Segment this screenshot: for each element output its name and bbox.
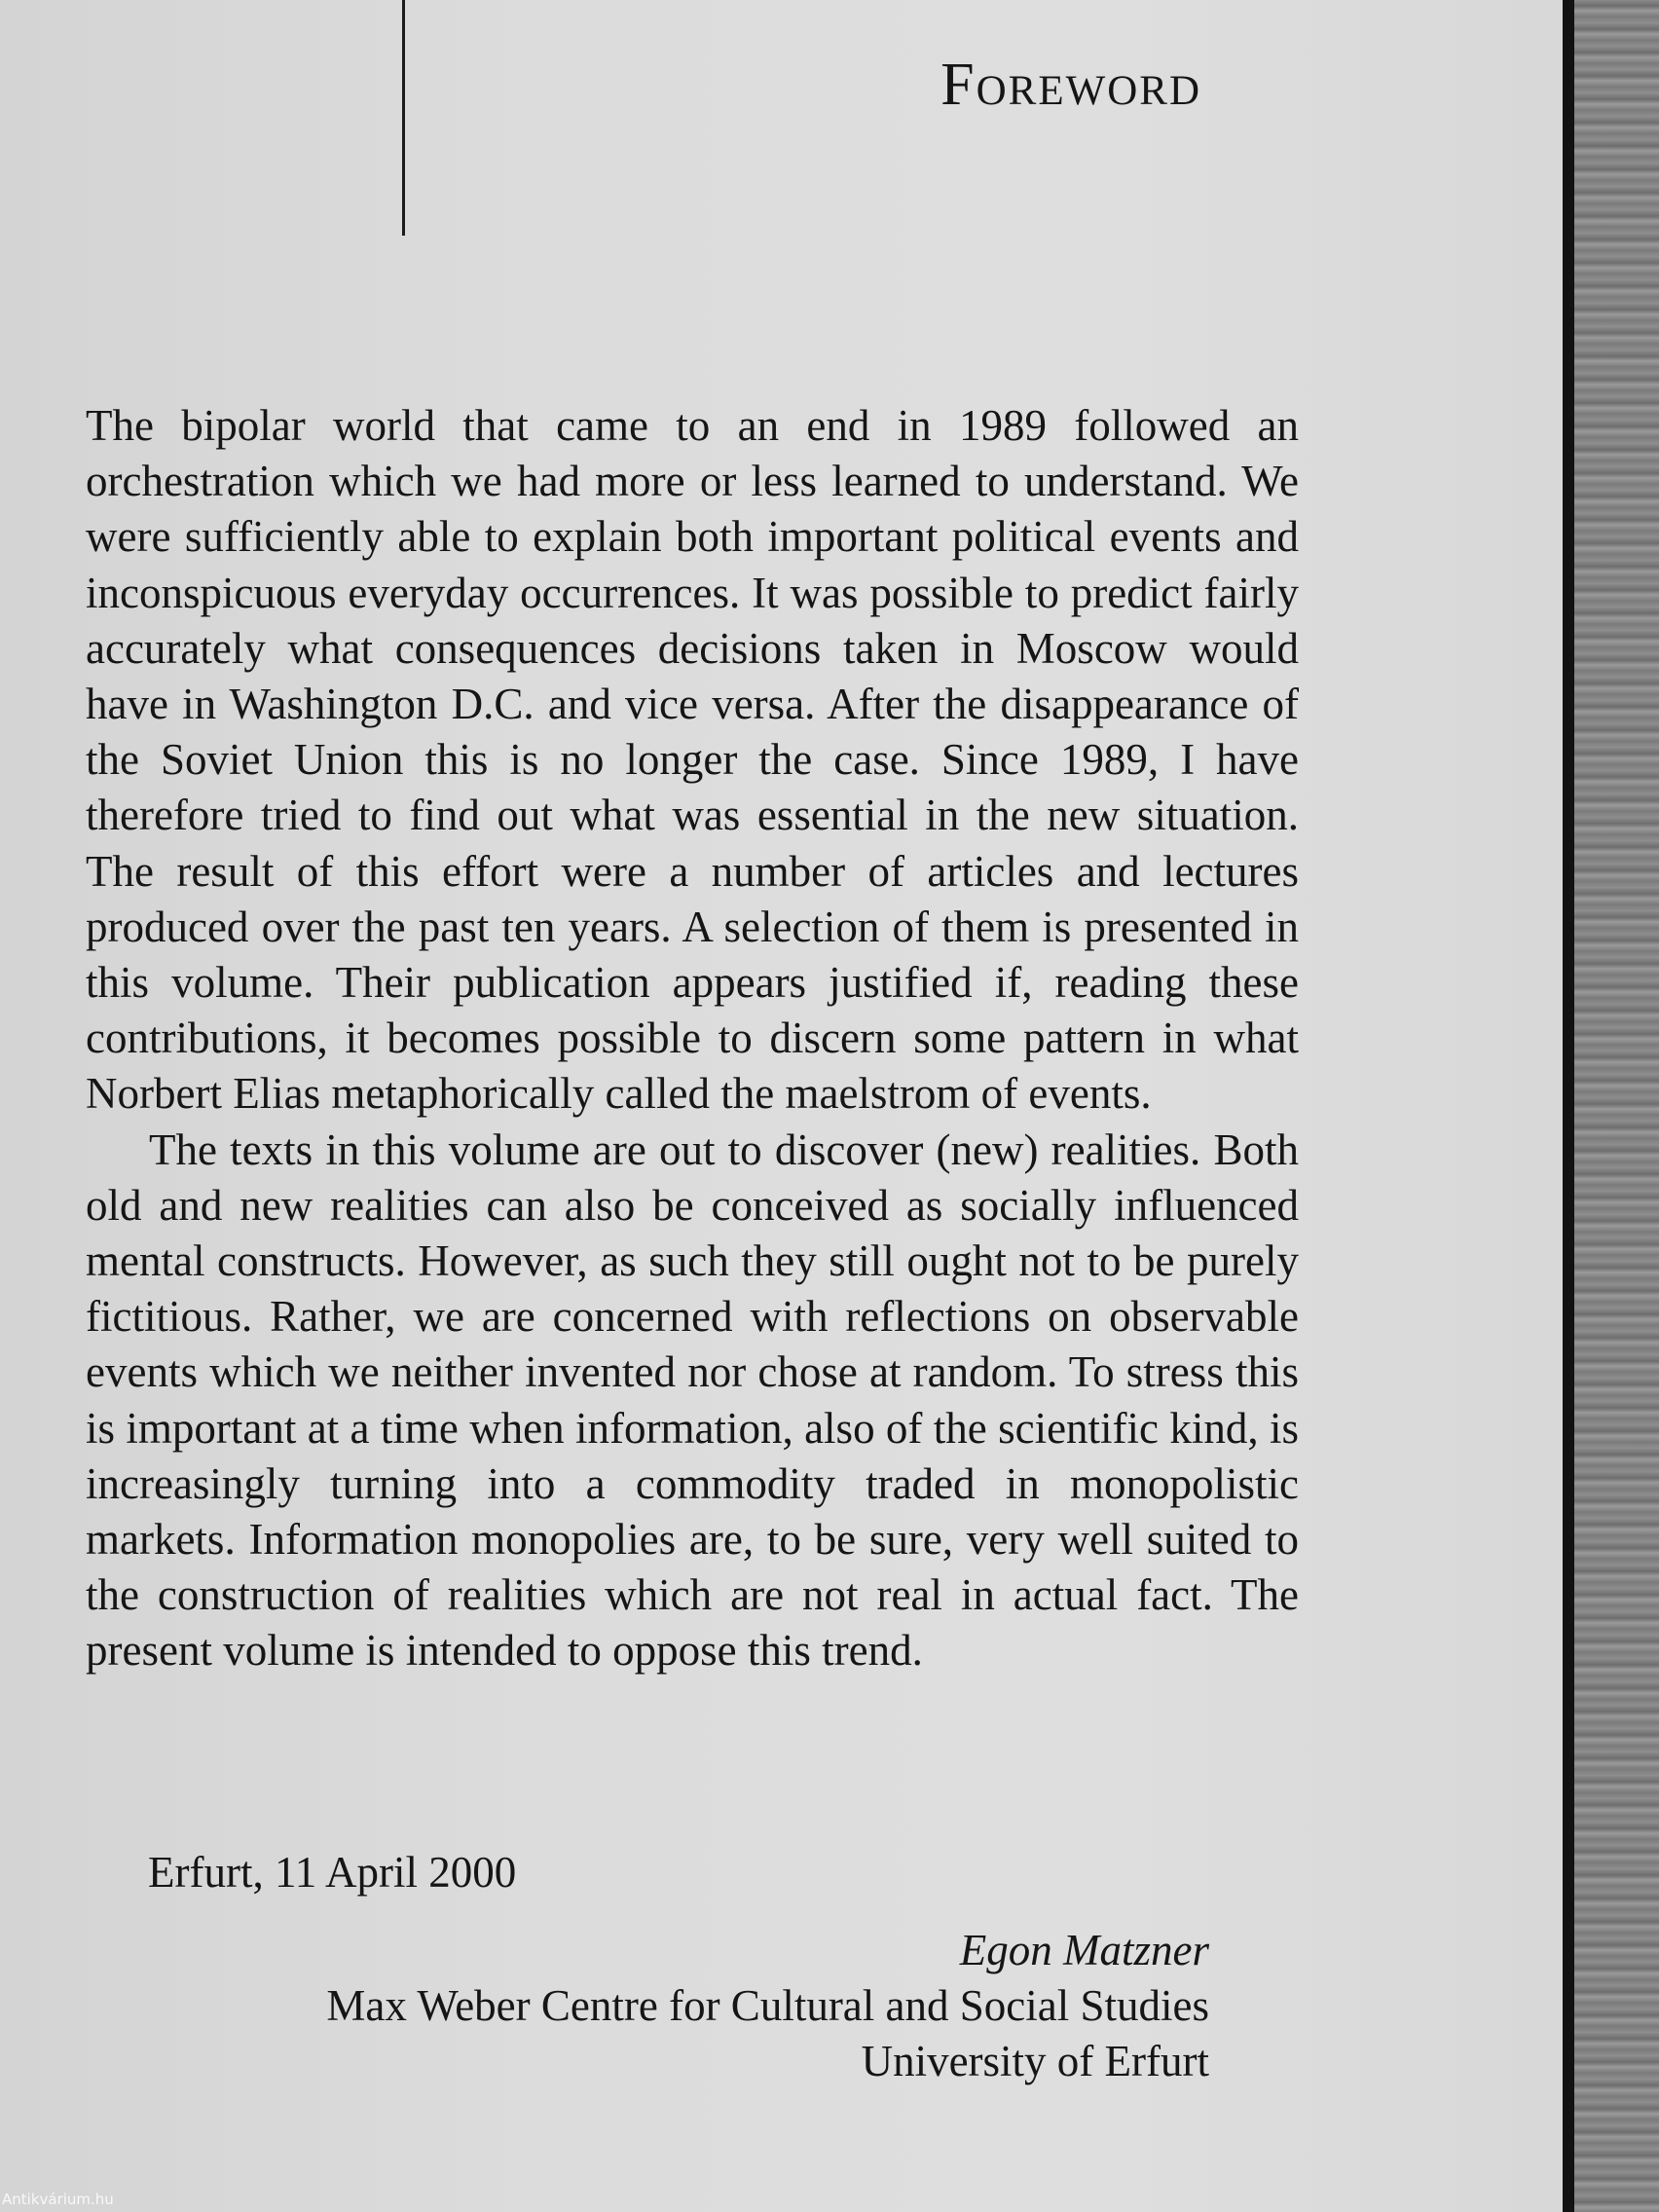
paragraph-2: The texts in this volume are out to discover (new) realities. Both old and new realities can also be conceived as socially influenced mental constructs. However, as such they still ought not to be purely fictitious. Rather, we are concerned with reflections on observable events which we neither invented nor chose at random. To stress this is important at a time when information, also of the scientific kind, is increasingly turning into a commodity traded in monopolistic markets. Information monopolies are, to be sure, very well suited to the construction of realities which are not real in actual fact. The present volume is intended to oppose this trend. [86,1124,1299,1676]
signature-block [326,1923,1209,2089]
watermark-text: Antikvárium.hu [2,2191,114,2208]
author-name: Egon Matzner [959,1926,1209,1974]
paragraph-1: The bipolar world that came to an end in 1989 followed an orchestration which we had more or less learned to understand. We were sufficiently able to explain both important political events and inconspicuous everyday occurrences. It was possible to predict fairly accurately what consequences decisions taken in Moscow would have in Washington D.C. and vice versa. After the disappearance of the Soviet Union this is no longer the case. Since 1989, I have therefore tried to find out what was essential in the new situation. The result of this effort were a number of articles and lectures produced over the past ten years. A selection of them is presented in this volume. Their publication appears justified if, reading these contributions, it becomes possible to discern some pattern in what Norbert Elias metaphorically called the maelstrom of events. [86,401,1299,1119]
page-title: Foreword [940,52,1201,118]
vertical-rule [402,0,405,236]
page-edge-shadow [1563,0,1574,2212]
author-university: University of Erfurt [861,2037,1209,2085]
author-affiliation: Max Weber Centre for Cultural and Social Studies [326,1981,1209,2030]
foreword-body [86,398,1299,1679]
place-date: Erfurt, 11 April 2000 [148,1848,517,1897]
background-surface [1574,0,1659,2212]
